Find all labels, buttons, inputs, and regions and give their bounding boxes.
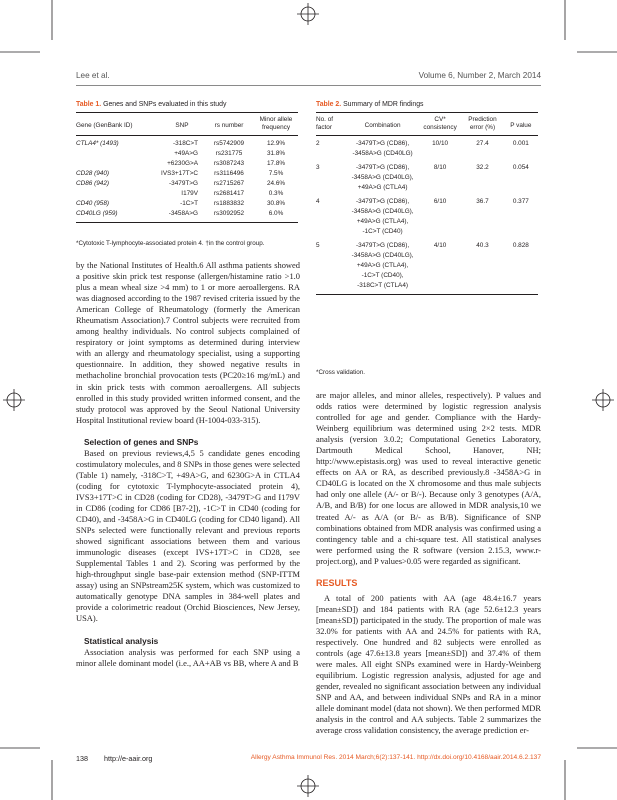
- table1-cell: IVS3+17T>C: [161, 170, 198, 177]
- table1-row: [76, 159, 298, 169]
- table1-cell: I179V: [181, 190, 198, 197]
- table2-combination: [346, 160, 419, 194]
- table2-combination: [346, 238, 419, 295]
- table1-caption: [76, 101, 226, 108]
- table2-footnote: *Cross validation.: [316, 369, 365, 376]
- table1-header: SNP: [160, 113, 204, 136]
- table1-cell: 31.8%: [266, 150, 286, 157]
- table2-cv: 8/10: [433, 164, 447, 171]
- table1-cell: CD86 (942): [76, 180, 110, 187]
- table1-row: [76, 189, 298, 199]
- paragraph: by the National Institutes of Health.6 All asthma patients showed a positive skin prick test response (allergen/histamine ratio >1.0 plus a mean wheal size >4 mm) to 1 or more aeroallergens. RA was diagnosed according to the 1987 revised criteria issued by the American College of Rheumatology (formerly the American Rheumatism Association).7 Control subjects were recruited from among healthy individuals. No control subjects complained of respiratory or joint symptoms as determined during interview with an allergy and rheumatology specialist, using a supporting questionnaire. In addition, they showed negative results in methacholine bronchial provocation tests (PC20≥16 mg/mL) and in skin prick tests with common aeroallergens. All subjects enrolled in this study provided written informed consent, and the study protocol was approved by the Seoul National University Hospital Institutional review board (H-1004-033-315).: [76, 260, 300, 425]
- table1-cell: 17.8%: [266, 160, 286, 167]
- table2-cv: 6/10: [433, 198, 447, 205]
- table1-cell: [76, 189, 160, 199]
- table1-cell: CD40 (958): [76, 200, 110, 207]
- table2-caption: [316, 101, 424, 108]
- table1-cell: 24.6%: [266, 180, 286, 187]
- table2-header: Combination: [346, 113, 419, 136]
- combination-line: -3458A>G (CD40LG),: [351, 208, 414, 215]
- table2-header-row: [316, 113, 538, 136]
- table2-combination: [346, 194, 419, 238]
- combination-line: +49A>G (CTLA4),: [356, 218, 409, 225]
- table2-row: [316, 238, 538, 295]
- table2-factor-count: 2: [316, 140, 320, 147]
- table2-cv: 4/10: [433, 242, 447, 249]
- table2-header: No. of factor: [316, 113, 346, 136]
- header-rule: [76, 85, 541, 86]
- table1-cell: -1C>T: [180, 200, 198, 207]
- table2-factor-count: 5: [316, 242, 320, 249]
- table1-cell: CTLA4* (1493): [76, 140, 119, 147]
- combination-line: -318C>T (CTLA4): [357, 282, 409, 289]
- table1-row: [76, 179, 298, 189]
- combination-line: -3479T>G (CD86),: [356, 198, 410, 205]
- combination-line: -3479T>G (CD86),: [356, 140, 410, 147]
- paragraph: Based on previous reviews,4,5 5 candidate genes encoding costimulatory molecules, and 8 SNPs in those genes were selected (Table 1) namely, -318C>T, +49A>G, and 6230G>A in CTLA4 (coding for cytotoxic T-lymphocyte-associated protein 4), IVS3+17T>C in CD28 (coding for CD28), -3479T>G and I179V in CD86 (coding for CD86 [B7-2]), -1C>T in CD40 (coding for CD40), and -3458A>G in CD40LG (coding for CD40 ligand). All SNPs selected were functionally relevant and previous reports showed significant associations between them and various immunologic diseases (except IVS+17T>C in CD28, see Supplemental Tables 1 and 2). Scoring was performed by the high-throughput single base-pair extension method (SNP-ITTM assay) using an SNPstream25K system, which was customized to automatically genotype DNA samples in 384-well plates and provide a colorimetric readout (Orchid Biosciences, New Jersey, USA).: [76, 447, 301, 624]
- table2-error: 36.7: [476, 198, 489, 205]
- table1-title: Genes and SNPs evaluated in this study: [103, 101, 227, 108]
- combination-line: -3479T>G (CD86),: [356, 242, 410, 249]
- combination-line: -3458A>G (CD40LG): [352, 150, 413, 157]
- table1-cell: CD28 (940): [76, 170, 110, 177]
- table1-cell: 12.9%: [266, 140, 286, 147]
- table2-pvalue: 0.001: [512, 140, 529, 147]
- table2-combination: [346, 136, 419, 161]
- table2-body: [316, 136, 538, 295]
- table1-cell: 6.0%: [268, 210, 284, 217]
- section-heading: Selection of genes and SNPs: [84, 436, 199, 447]
- table1-row: [76, 199, 298, 209]
- table2-error: 32.2: [476, 164, 489, 171]
- paragraph: Association analysis was performed for each SNP using a minor allele dominant model (i.e., AA+AB vs BB, where A and B: [76, 646, 300, 668]
- table1-cell: -3458A>G: [168, 210, 198, 217]
- table2-row: [316, 136, 538, 161]
- table1-cell: 7.5%: [268, 170, 284, 177]
- table1-row: [76, 169, 298, 179]
- table1-header-row: [76, 113, 298, 136]
- table1-cell: [76, 149, 160, 159]
- table2: [316, 112, 538, 295]
- table2-factor-count: 3: [316, 164, 320, 171]
- running-header-issue: Volume 6, Number 2, March 2014: [418, 71, 541, 80]
- table1-header: Minor allele frequency: [254, 113, 298, 136]
- table1-cell: -3479T>G: [169, 180, 198, 187]
- table2-row: [316, 160, 538, 194]
- citation: Allergy Asthma Immunol Res. 2014 March;6(2):137-141. http://dx.doi.org/10.4168/aair.2014.6.2.137: [250, 754, 541, 761]
- table2-title: Summary of MDR findings: [343, 101, 424, 108]
- table2-header: CV* consistency: [419, 113, 461, 136]
- table1-cell: 30.8%: [266, 200, 286, 207]
- left-column: [76, 260, 300, 669]
- journal-url[interactable]: http://e-aair.org: [104, 754, 153, 763]
- right-column: [316, 390, 541, 736]
- page-number: 138: [76, 754, 88, 763]
- table1: [76, 112, 298, 223]
- table1-row: [76, 136, 298, 150]
- table1-cell: rs5742909: [213, 140, 245, 147]
- table1-row: [76, 209, 298, 223]
- table2-pvalue: 0.054: [512, 164, 529, 171]
- table1-cell: rs2715267: [213, 180, 245, 187]
- table2-pvalue: 0.377: [512, 198, 529, 205]
- table2-label: Table 2.: [316, 101, 342, 108]
- table1-row: [76, 149, 298, 159]
- table1-cell: +49A>G: [174, 150, 198, 157]
- table2-header: P value: [504, 113, 538, 136]
- paragraph: A total of 200 patients with AA (age 48.4±16.7 years [mean±SD]) and 184 patients with RA (age 52.6±12.3 years [mean±SD]) participated in the study. The proportion of male was 32.0% for patients with AA and 24.5% for patients with RA, respectively. One hundred and 82 subjects were enrolled as controls (age 47.6±13.8 years [mean±SD]) and 37.4% of them were males. All eight SNPs examined were in Hardy-Weinberg equilibrium. Logistic regression analysis, adjusted for age and gender, revealed no significant association between any individual SNP and AA, and between individual SNPs and RA in a minor allele dominant model (data not shown). We then performed MDR analysis in the control and AA subjects. Table 2 summarizes the average cross validation consistency, the average prediction er-: [316, 592, 541, 736]
- table2-row: [316, 194, 538, 238]
- table1-cell: rs3092952: [213, 210, 245, 217]
- combination-line: +49A>G (CTLA4): [357, 184, 408, 191]
- combination-line: +49A>G (CTLA4),: [356, 262, 409, 269]
- table2-cv: 10/10: [432, 140, 449, 147]
- table1-label: Table 1.: [76, 101, 102, 108]
- combination-line: -1C>T (CD40): [362, 228, 403, 235]
- table1-cell: rs1883832: [213, 200, 245, 207]
- combination-line: -3458A>G (CD40LG),: [351, 174, 414, 181]
- combination-line: -3479T>G (CD86),: [356, 164, 410, 171]
- table1-footnote: *Cytotoxic T-lymphocyte-associated protein 4. †in the control group.: [76, 240, 265, 247]
- table1-cell: -318C>T: [172, 140, 198, 147]
- table2-header: Prediction error (%): [461, 113, 503, 136]
- table2-error: 27.4: [476, 140, 489, 147]
- combination-line: -3458A>G (CD40LG),: [351, 252, 414, 259]
- table1-header: rs number: [204, 113, 254, 136]
- table1-cell: rs3087243: [213, 160, 245, 167]
- section-heading: Statistical analysis: [84, 635, 159, 646]
- table1-header: Gene (GenBank ID): [76, 113, 160, 136]
- table1-cell: rs2681417: [213, 190, 245, 197]
- table1-cell: +6230G>A: [167, 160, 198, 167]
- table1-cell: CD40LG (959): [76, 210, 118, 217]
- paragraph: are major alleles, and minor alleles, respectively). P values and odds ratios were determined by logistic regression analysis controlled for age and gender. Compliance with the Hardy-Weinberg equilibrium was determined using 2×2 tests. MDR analysis (version 3.0.2; Computational Genetics Laboratory, Dartmouth Medical School, Hanover, NH; http://www.epistasis.org) was used to reveal interactive genetic effects on AA or RA, as described previously.8 -3458A>G in CD40LG is located on the X chromosome and thus male subjects had only one allele (A/- or B/-). Because only 3 genotypes (A/A, A/B, and B/B) for one locus are allowed in MDR analysis,10 we treated A/- as A/A (or B/- as B/B). Significance of SNP combinations obtained from MDR analysis was confirmed using a contingency table and a chi-square test. All statistical analyses were performed using the R software (version 2.15.3, www.r-project.org), and P values>0.05 were regarded as significant.: [316, 390, 541, 566]
- table2-pvalue: 0.828: [512, 242, 529, 249]
- table1-cell: rs231775: [215, 150, 243, 157]
- table1-cell: 0.3%: [268, 190, 284, 197]
- results-heading: RESULTS: [316, 577, 358, 588]
- table1-body: [76, 136, 298, 223]
- table2-factor-count: 4: [316, 198, 320, 205]
- running-header-authors: Lee et al.: [76, 71, 110, 80]
- combination-line: -1C>T (CD40),: [361, 272, 404, 279]
- table1-cell: rs3116496: [214, 170, 244, 177]
- table1-cell: [76, 159, 160, 169]
- table2-error: 40.3: [476, 242, 489, 249]
